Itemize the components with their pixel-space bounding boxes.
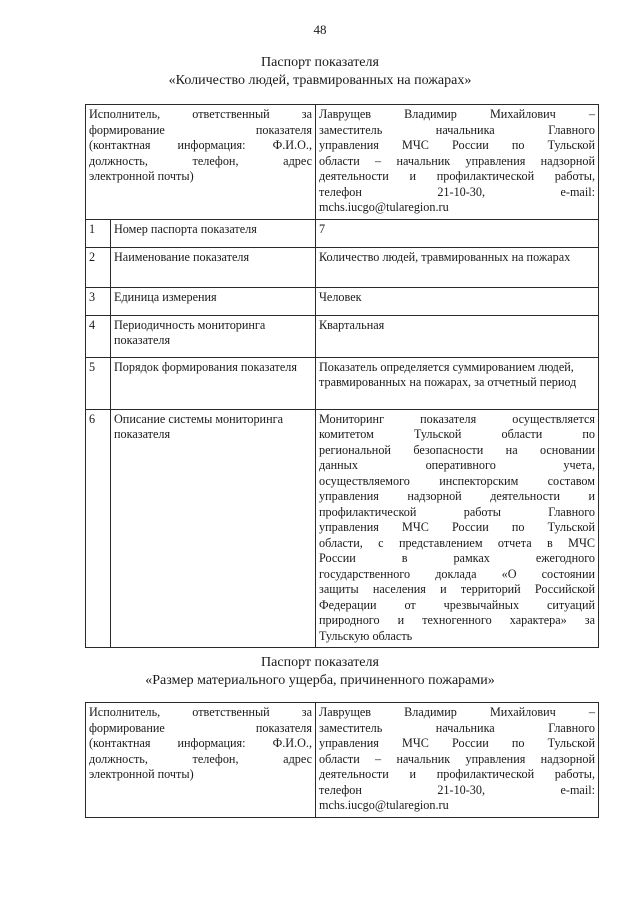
executor-label-line: должность, телефон, адрес xyxy=(89,751,312,766)
executor-value-line: Лаврущев Владимир Михайлович – xyxy=(319,107,595,121)
executor-value-line: заместитель начальника Главного xyxy=(319,720,595,735)
row-number: 3 xyxy=(86,287,111,315)
executor-label xyxy=(86,703,316,818)
executor-row xyxy=(86,105,599,220)
executor-value xyxy=(316,105,599,220)
monitoring-text-line: Федерации от чрезвычайных ситуаций xyxy=(319,597,595,612)
executor-value-line: телефон 21-10-30, e-mail: xyxy=(319,782,595,797)
row-value xyxy=(316,409,599,648)
monitoring-text-line: природного и техногенного характера» за xyxy=(319,613,595,627)
table-row xyxy=(86,409,599,648)
table-row xyxy=(86,315,599,357)
executor-value-line: Лаврущев Владимир Михайлович – xyxy=(319,705,595,719)
row-number: 5 xyxy=(86,357,111,409)
monitoring-text-line: данных оперативного учета, xyxy=(319,458,595,472)
monitoring-text-line: управления надзорной деятельности и xyxy=(319,489,595,503)
passport-1-title-line-1: Паспорт показателя xyxy=(261,55,379,70)
row-label: Единица измерения xyxy=(111,287,316,315)
executor-label-line: формирование показателя xyxy=(89,720,312,735)
passport-2-title-line-2: «Размер материального ущерба, причиненного пожарами» xyxy=(145,673,495,688)
executor-value-line: управления МЧС России по Тульской xyxy=(319,138,595,152)
row-label: Порядок формирования показателя xyxy=(111,357,316,409)
executor-value-line: mchs.iucgo@tularegion.ru xyxy=(319,200,449,214)
monitoring-text-line: профилактической работы Главного xyxy=(319,504,595,519)
row-label: Наименование показателя xyxy=(111,247,316,287)
monitoring-text-line: региональной безопасности на основании xyxy=(319,442,595,457)
table-row xyxy=(86,287,599,315)
row-number: 1 xyxy=(86,219,111,247)
passport-1-title xyxy=(0,54,640,90)
row-number: 2 xyxy=(86,247,111,287)
row-label: Описание системы мониторинга показателя xyxy=(111,409,316,648)
monitoring-text-line: осуществляемого инспекторским составом xyxy=(319,473,595,488)
executor-label-line: (контактная информация: Ф.И.О., xyxy=(89,736,312,750)
executor-label-line: Исполнитель, ответственный за xyxy=(89,107,312,121)
row-label: Номер паспорта показателя xyxy=(111,219,316,247)
passport-2-title-line-1: Паспорт показателя xyxy=(261,655,379,670)
row-value: Человек xyxy=(316,287,599,315)
passport-1-title-line-2: «Количество людей, травмированных на пожарах» xyxy=(168,73,472,88)
executor-value-line: управления МЧС России по Тульской xyxy=(319,736,595,750)
page-number: 48 xyxy=(313,22,327,37)
executor-value-line: области – начальник управления надзорной xyxy=(319,153,595,168)
passport-2-table xyxy=(85,702,599,818)
executor-value-line: заместитель начальника Главного xyxy=(319,122,595,137)
executor-row xyxy=(86,703,599,818)
monitoring-text-line: защиты населения и территорий Российской xyxy=(319,582,595,596)
monitoring-text-line: комитетом Тульской области по xyxy=(319,427,595,441)
row-number: 6 xyxy=(86,409,111,648)
table-row xyxy=(86,357,599,409)
executor-label-line: (контактная информация: Ф.И.О., xyxy=(89,138,312,152)
executor-value-line: деятельности и профилактической работы, xyxy=(319,169,595,183)
executor-label-line: электронной почты) xyxy=(89,169,194,183)
monitoring-text-line: управления МЧС России по Тульской xyxy=(319,520,595,534)
passport-1-table xyxy=(85,104,599,648)
row-label: Периодичность мониторинга показателя xyxy=(111,315,316,357)
row-value: Количество людей, травмированных на пожарах xyxy=(316,247,599,287)
executor-value xyxy=(316,703,599,818)
monitoring-text-line: области, с представлением отчета в МЧС xyxy=(319,535,595,550)
passport-2-title xyxy=(0,654,640,690)
executor-value-line: телефон 21-10-30, e-mail: xyxy=(319,184,595,199)
executor-label-line: Исполнитель, ответственный за xyxy=(89,705,312,719)
executor-label-line: должность, телефон, адрес xyxy=(89,153,312,168)
monitoring-text-line: России в рамках ежегодного xyxy=(319,551,595,565)
executor-label-line: электронной почты) xyxy=(89,767,194,781)
executor-value-line: области – начальник управления надзорной xyxy=(319,751,595,766)
row-value: 7 xyxy=(316,219,599,247)
row-value: Показатель определяется суммированием людей, травмированных на пожарах, за отчетный период xyxy=(316,357,599,409)
executor-value-line: mchs.iucgo@tularegion.ru xyxy=(319,798,449,812)
table-row xyxy=(86,219,599,247)
monitoring-text-line: Мониторинг показателя осуществляется xyxy=(319,411,595,426)
executor-value-line: деятельности и профилактической работы, xyxy=(319,767,595,781)
monitoring-text-line: Тульскую область xyxy=(319,628,413,643)
executor-label xyxy=(86,105,316,220)
row-value: Квартальная xyxy=(316,315,599,357)
table-row xyxy=(86,247,599,287)
monitoring-text-line: государственного доклада «О состоянии xyxy=(319,566,595,581)
row-number: 4 xyxy=(86,315,111,357)
executor-label-line: формирование показателя xyxy=(89,122,312,137)
